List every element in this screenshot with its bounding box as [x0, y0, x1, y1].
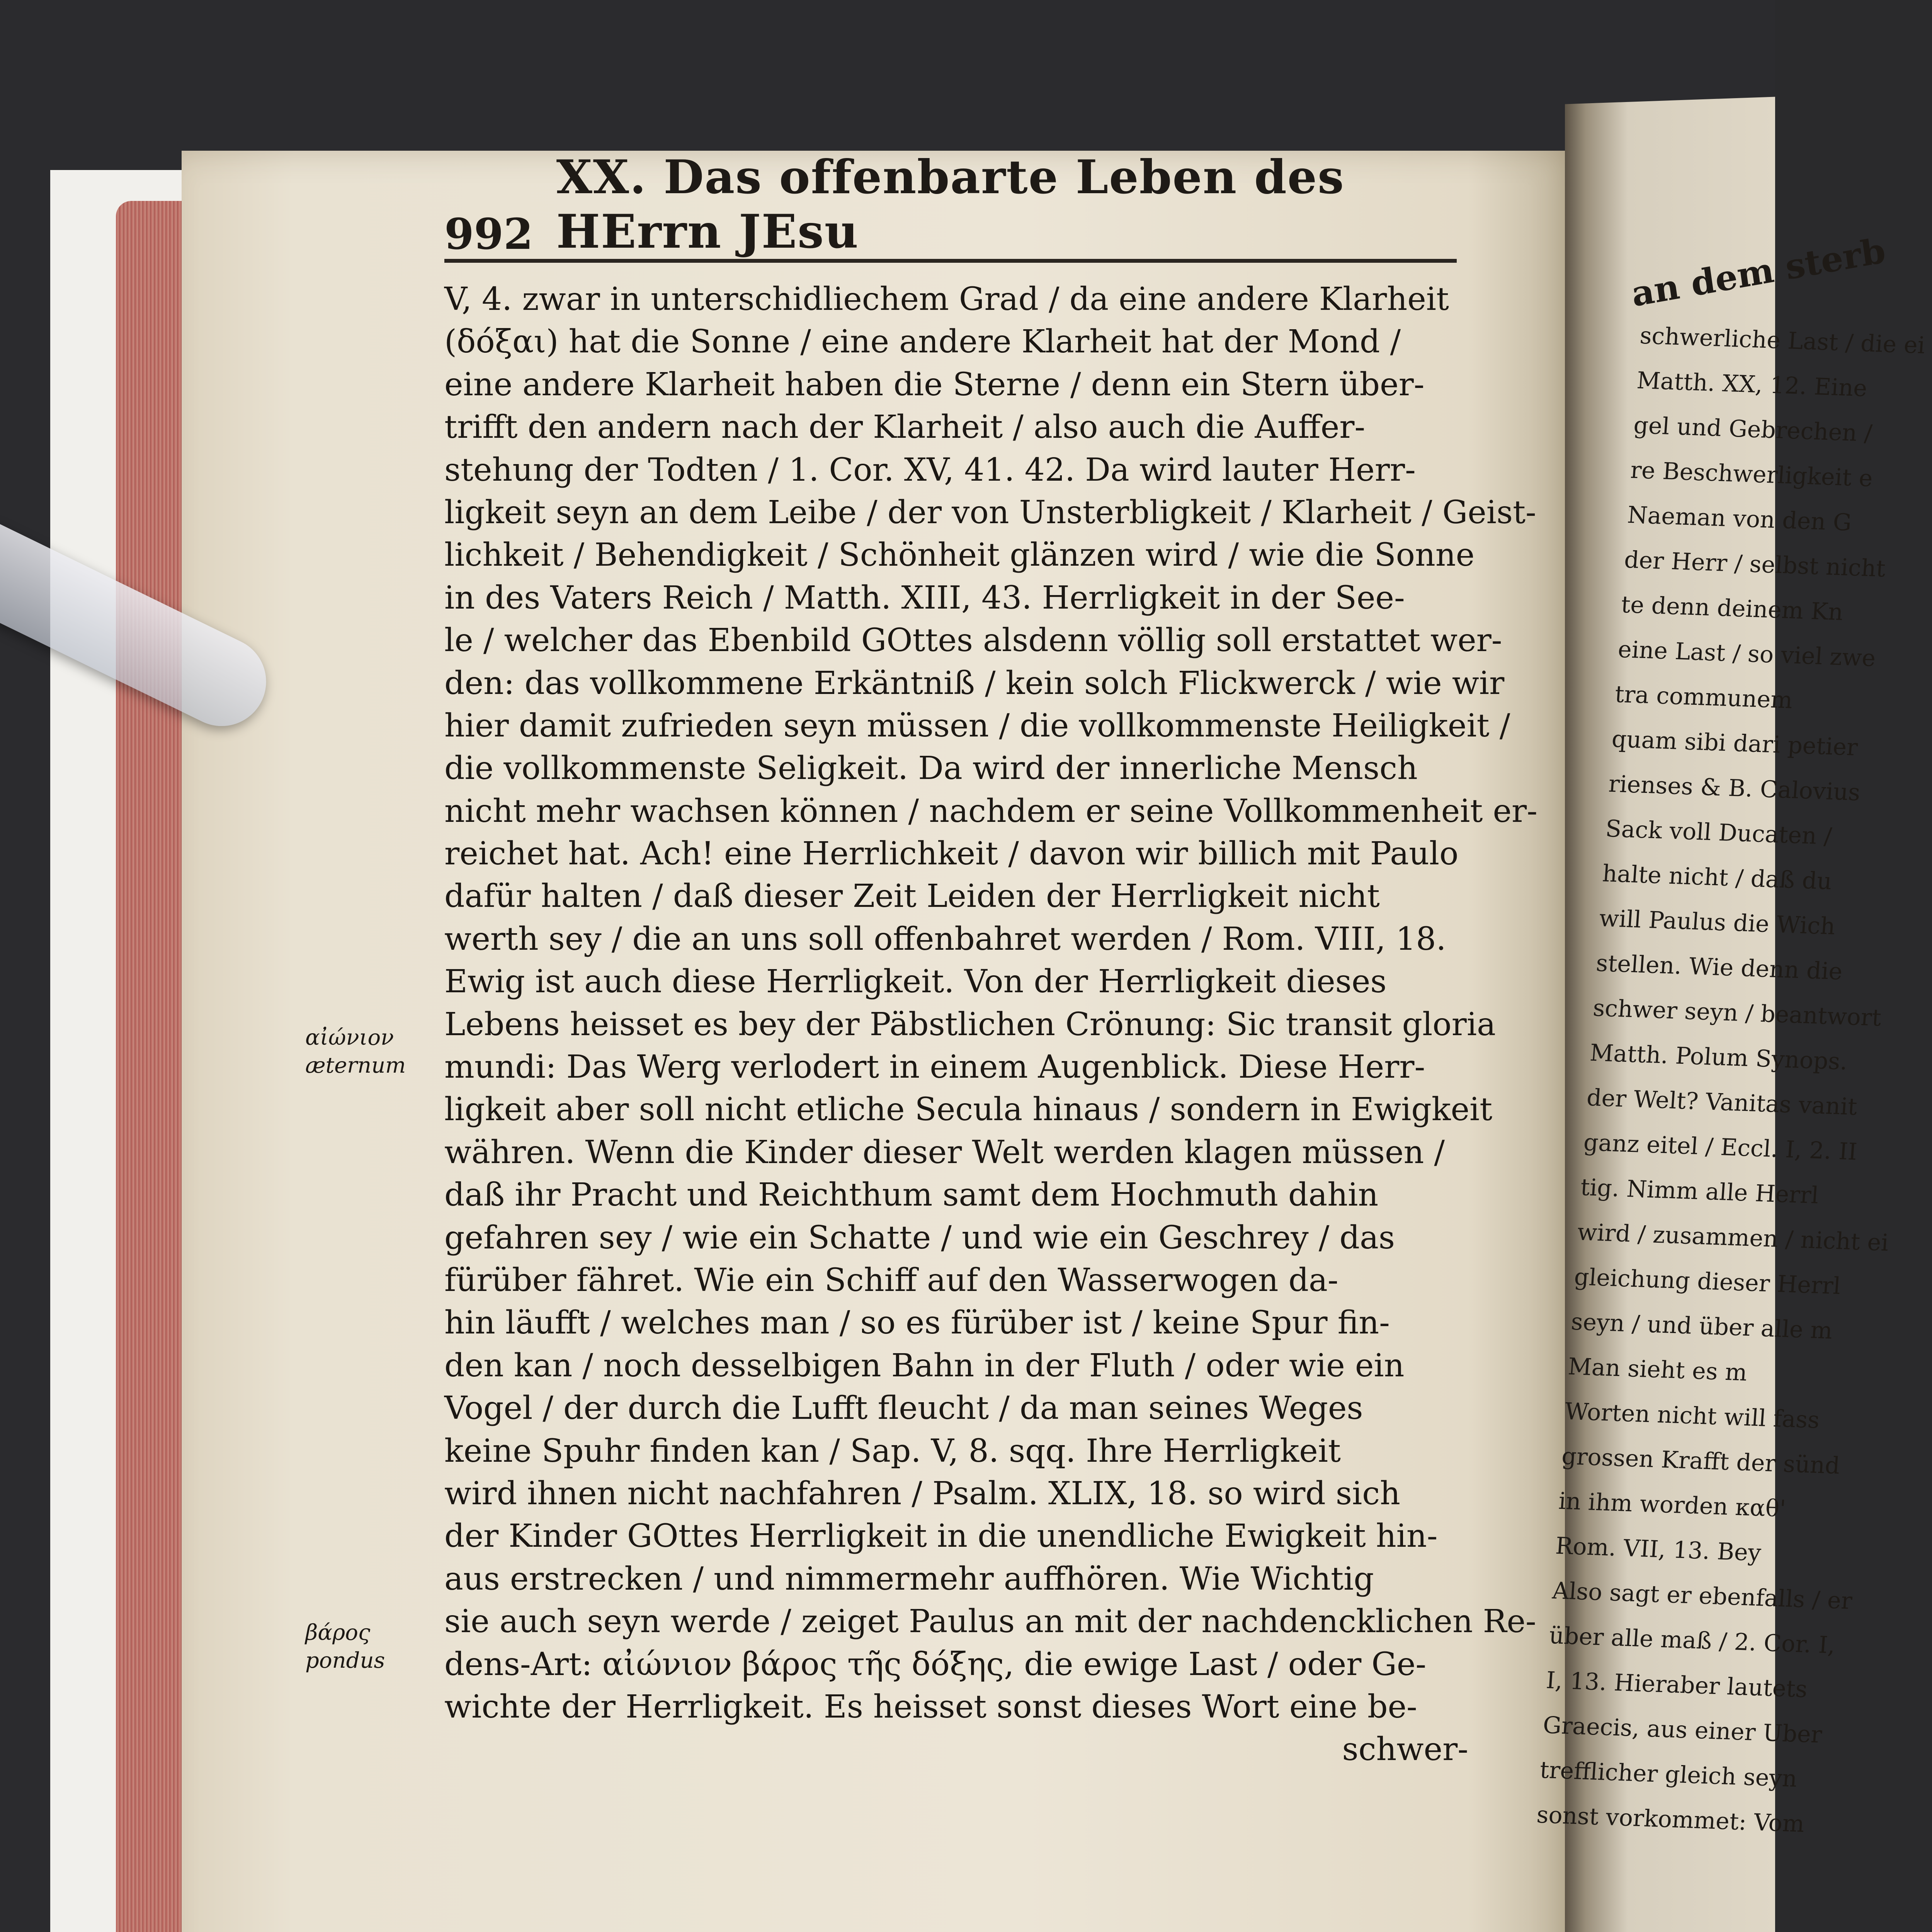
- text-line: le / welcher das Ebenbild GOttes alsdenn völlig soll erstattet wer-: [444, 622, 1502, 659]
- right-page-line: Matth. Polum Synops.: [1589, 1039, 1849, 1075]
- right-page-line: trefflicher gleich seyn: [1539, 1756, 1798, 1793]
- right-page-line: Matth. XX, 12. Eine: [1636, 367, 1868, 402]
- text-line: fürüber fähret. Wie ein Schiff auf den Wasserwogen da-: [444, 1262, 1338, 1299]
- margin-note-greek: αἰώνιον: [305, 1025, 394, 1050]
- text-line: sie auch seyn werde / zeiget Paulus an mit der nachdencklichen Re-: [444, 1603, 1536, 1640]
- text-line: wichte der Herrligkeit. Es heisset sonst dieses Wort eine be-: [444, 1688, 1417, 1725]
- right-page-line: Naeman von den G: [1626, 501, 1853, 536]
- text-line: in des Vaters Reich / Matth. XIII, 43. Herrligkeit in der See-: [444, 579, 1405, 616]
- text-line: daß ihr Pracht und Reichthum samt dem Hochmuth dahin: [444, 1177, 1379, 1214]
- right-page: [1536, 97, 1926, 1932]
- margin-note-greek: βάρος: [305, 1620, 371, 1645]
- text-line: stehung der Todten / 1. Cor. XV, 41. 42. Da wird lauter Herr-: [444, 451, 1416, 488]
- margin-note-aeternum: [305, 1024, 433, 1080]
- text-line: wird ihnen nicht nachfahren / Psalm. XLIX, 18. so wird sich: [444, 1475, 1400, 1512]
- text-line: die vollkommenste Seligkeit. Da wird der innerliche Mensch: [444, 750, 1418, 787]
- right-page-running-head: an dem sterb: [1629, 230, 1888, 315]
- right-page-line: gleichung dieser Herrl: [1573, 1263, 1842, 1300]
- right-page-line: te denn deinem Kn: [1620, 591, 1844, 626]
- text-line: hin läufft / welches man / so es fürüber ist / keine Spur fin-: [444, 1304, 1390, 1342]
- right-page-line: der Herr / selbst nicht: [1623, 546, 1886, 583]
- text-line: eine andere Klarheit haben die Sterne / denn ein Stern über-: [444, 366, 1425, 403]
- text-line: reichet hat. Ach! eine Herrlichkeit / davon wir billich mit Paulo: [444, 835, 1459, 872]
- right-page-line: schwerliche Last / die ei: [1639, 322, 1926, 359]
- text-line: dens-Art: αἰώνιον βάρος τῆς δόξης, die ewige Last / oder Ge-: [444, 1646, 1427, 1683]
- text-line: (δόξαι) hat die Sonne / eine andere Klarheit hat der Mond /: [444, 323, 1401, 361]
- text-line: den: das vollkommene Erkäntniß / kein solch Flickwerck / wie wir: [444, 665, 1505, 702]
- text-line: gefahren sey / wie ein Schatte / und wie ein Geschrey / das: [444, 1219, 1395, 1256]
- text-line: trifft den andern nach der Klarheit / also auch die Auffer-: [444, 409, 1366, 446]
- right-page-line: der Welt? Vanitas vanit: [1586, 1084, 1858, 1121]
- right-page-line: will Paulus die Wich: [1598, 905, 1836, 940]
- right-page-line: rienses & B. Calovius: [1607, 770, 1861, 806]
- right-page-line: stellen. Wie denn die: [1595, 949, 1844, 985]
- text-line: Ewig ist auch diese Herrligkeit. Von der Herrligkeit dieses: [444, 963, 1387, 1000]
- right-page-line: tig. Nimm alle Herrl: [1579, 1173, 1820, 1209]
- right-page-line: ganz eitel / Eccl. I, 2. II: [1583, 1129, 1858, 1166]
- right-page-text: [1535, 313, 1926, 1844]
- text-line: der Kinder GOttes Herrligkeit in die unendliche Ewigkeit hin-: [444, 1518, 1438, 1555]
- right-page-line: Graecis, aus einer Uber: [1542, 1711, 1823, 1748]
- text-line: lichkeit / Behendigkeit / Schönheit glänzen wird / wie die Sonne: [444, 537, 1475, 574]
- margin-note-pondus: [305, 1619, 433, 1675]
- margin-note-latin: æternum: [305, 1053, 406, 1078]
- right-page-line: halte nicht / daß du: [1601, 860, 1833, 895]
- right-page-line: schwer seyn / beantwort: [1592, 994, 1882, 1032]
- text-line: Lebens heisset es bey der Päbstlichen Crönung: Sic transit gloria: [444, 1006, 1496, 1043]
- right-page-line: Also sagt er ebenfalls / er: [1551, 1577, 1853, 1615]
- right-page-line: seyn / und über alle m: [1570, 1308, 1833, 1345]
- text-line: den kan / noch desselbigen Bahn in der Fluth / oder wie ein: [444, 1347, 1405, 1384]
- right-page-line: in ihm worden καθ': [1558, 1487, 1787, 1523]
- right-page-line: über alle maß / 2. Cor. I,: [1548, 1622, 1836, 1659]
- text-line: keine Spuhr finden kan / Sap. V, 8. sqq. Ihre Herrligkeit: [444, 1432, 1341, 1469]
- text-line: werth sey / die an uns soll offenbahret werden / Rom. VIII, 18.: [444, 920, 1446, 957]
- right-page-line: Rom. VII, 13. Bey: [1554, 1532, 1762, 1567]
- right-page-line: wird / zusammen / nicht ei: [1576, 1218, 1889, 1257]
- right-page-line: Sack voll Ducaten /: [1604, 815, 1833, 850]
- text-line: dafür halten / daß dieser Zeit Leiden der Herrligkeit nicht: [444, 878, 1380, 915]
- margin-note-latin: pondus: [305, 1648, 385, 1673]
- right-page-line: Worten nicht will fass: [1564, 1398, 1821, 1434]
- main-body-text: [444, 278, 1537, 1771]
- text-line: aus erstrecken / und nimmermehr auffhören. Wie Wichtig: [444, 1560, 1374, 1597]
- text-line: ligkeit aber soll nicht etliche Secula hinaus / sondern in Ewigkeit: [444, 1091, 1493, 1128]
- page-header: [444, 150, 1457, 263]
- catchword: schwer-: [1342, 1731, 1468, 1768]
- running-head: XX. Das offenbarte Leben des HErrn JEsu: [556, 150, 1345, 259]
- right-page-line: eine Last / so viel zwe: [1617, 636, 1877, 672]
- right-page-line: re Beschwerligkeit e: [1629, 456, 1874, 492]
- text-line: V, 4. zwar in unterschidliechem Grad / da eine andere Klarheit: [444, 281, 1449, 318]
- text-line: währen. Wenn die Kinder dieser Welt werden klagen müssen /: [444, 1134, 1445, 1171]
- page-number: 992: [444, 209, 533, 259]
- right-page-line: grossen Krafft der sünd: [1561, 1442, 1841, 1480]
- right-page-line: gel und Gebrechen /: [1633, 412, 1873, 447]
- text-line: hier damit zufrieden seyn müssen / die vollkommenste Heiligkeit /: [444, 707, 1510, 744]
- right-page-line: quam sibi dari petier: [1611, 725, 1859, 761]
- text-line: Vogel / der durch die Lufft fleucht / da man seines Weges: [444, 1390, 1363, 1427]
- text-line: ligkeit seyn an dem Leibe / der von Unsterbligkeit / Klarheit / Geist-: [444, 494, 1536, 531]
- right-page-line: I, 13. Hieraber lautets: [1545, 1667, 1808, 1703]
- right-page-line: tra communem: [1614, 680, 1794, 714]
- right-page-line: sonst vorkommet: Vom: [1536, 1801, 1806, 1838]
- text-line: mundi: Das Werg verlodert in einem Augenblick. Diese Herr-: [444, 1049, 1425, 1086]
- text-line: nicht mehr wachsen können / nachdem er seine Vollkommenheit er-: [444, 793, 1537, 830]
- right-page-line: Man sieht es m: [1567, 1353, 1748, 1386]
